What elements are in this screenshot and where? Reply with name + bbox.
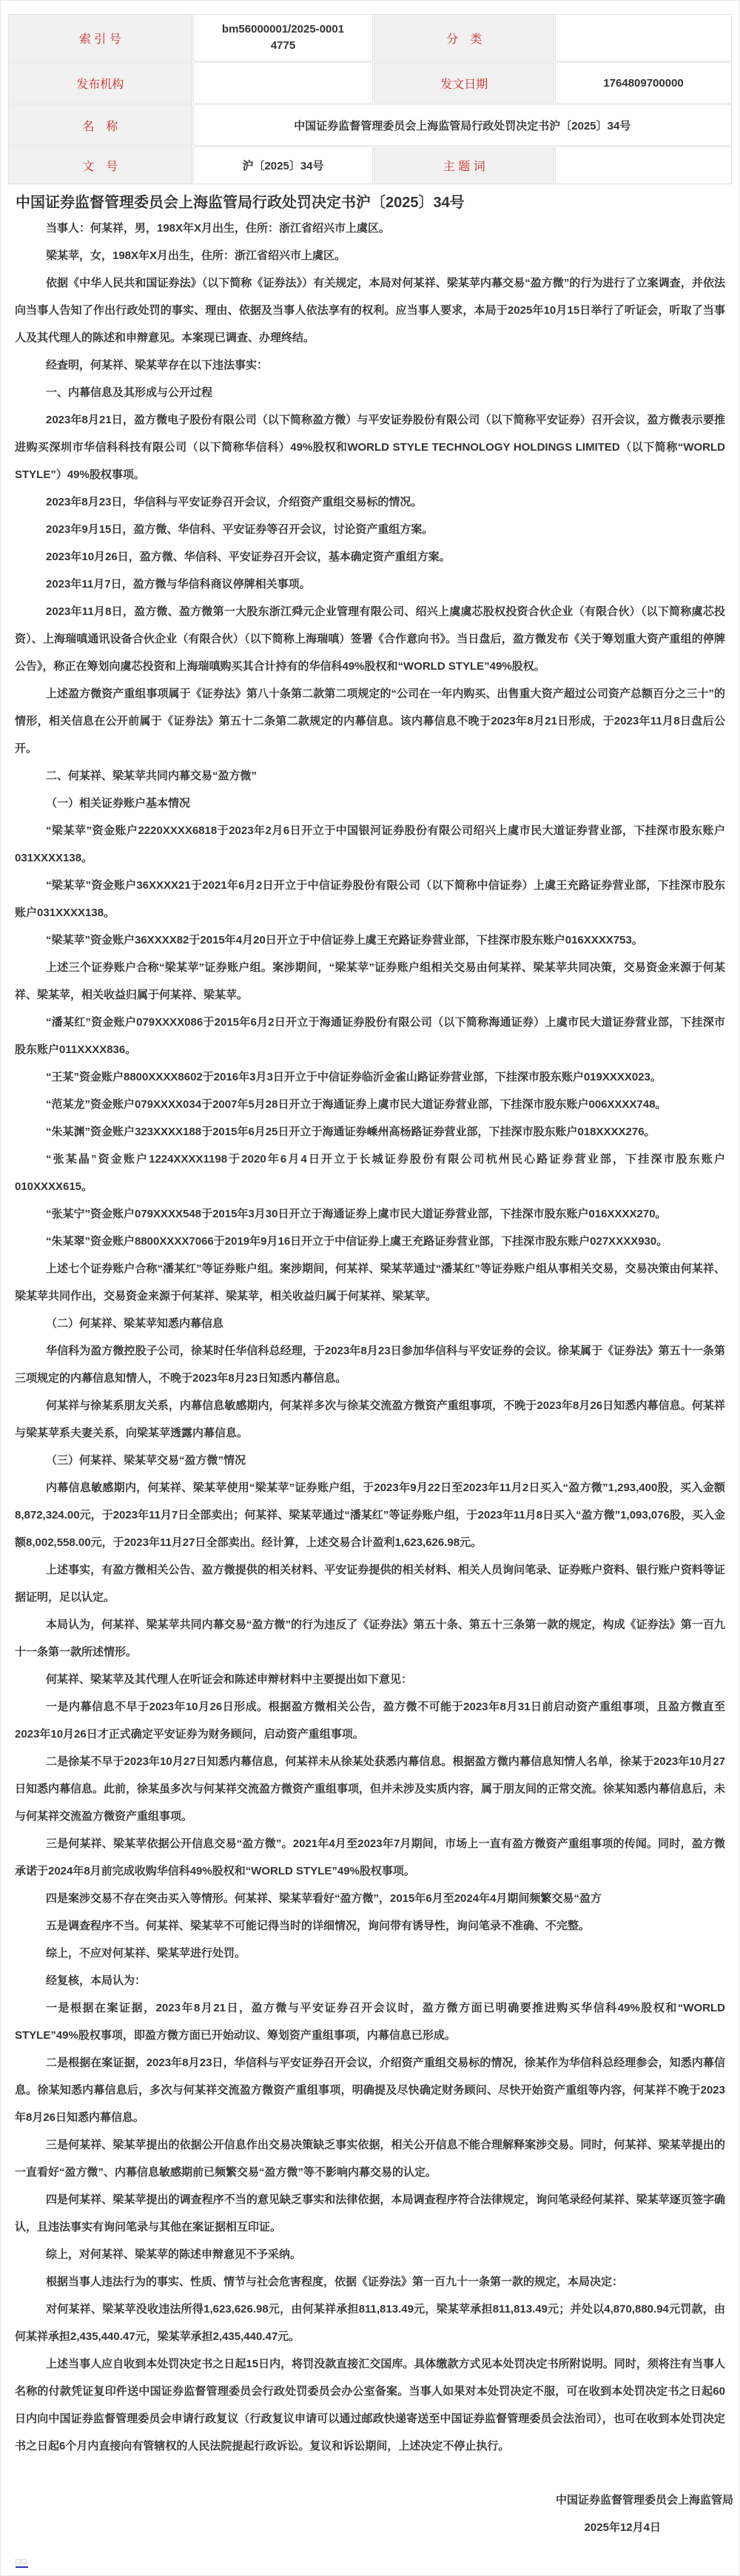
broken-glyph-link[interactable]: □□ <box>16 2557 29 2566</box>
meta-value-name: 中国证券监督管理委员会上海监管局行政处罚决定书沪〔2025〕34号 <box>193 104 732 146</box>
body-paragraph: 经复核，本局认为： <box>46 1974 147 1987</box>
meta-label-issue-date: 发文日期 <box>374 62 554 104</box>
body-paragraph: 何某祥、梁某苹及其代理人在听证会和陈述申辩材料中主要提出如下意见： <box>46 1673 413 1686</box>
body-paragraph: 对何某祥、梁某苹没收违法所得1,623,626.98元，由何某祥承担811,813.49元，梁某苹承担811,813.49元；并处以4,870,880.94元罚款，由何某祥承担2,435,440.47元，梁某苹承担2,435,440.47元。 <box>15 2303 725 2343</box>
body-paragraph: （三）何某祥、梁某苹交易“盈方微”情况 <box>46 1454 246 1467</box>
meta-value-agency <box>193 62 374 104</box>
body-paragraph: 上述当事人应自收到本处罚决定书之日起15日内，将罚没款直接汇交国库。具体缴款方式见本处罚决定书所附说明。同时，须将注有当事人名称的付款凭证复印件送中国证券监督管理委员会行政处罚委员会办公室备案。当事人如果对本处罚决定不服，可在收到本处罚决定书之日起60日内向中国证券监督管理委员会申请行政复议（行政复议申请可以通过邮政快递寄送至中国证券监督管理委员会法治司），也可在收到本处罚决定书之日起6个月内直接向有管辖权的人民法院提起行政诉讼。复议和诉讼期间，上述决定不停止执行。 <box>15 2358 725 2452</box>
document-title: 中国证券监督管理委员会上海监管局行政处罚决定书沪〔2025〕34号 <box>16 195 465 211</box>
body-paragraph: “潘某红”资金账户079XXXX086于2015年6月2日开立于海通证券股份有限公司（以下简称海通证券）上虞市民大道证券营业部，下挂深市股东账户011XXXX836。 <box>15 1016 725 1056</box>
body-paragraph: “朱某翠”资金账户8800XXXX7066于2019年9月16日开立于中信证券上虞王充路证券营业部，下挂深市股东账户027XXXX930。 <box>46 1235 668 1248</box>
body-paragraph: 二是根据在案证据，2023年8月23日，华信科与平安证券召开会议，介绍资产重组交易标的情况，徐某作为华信科总经理参会，知悉内幕信息。徐某知悉内幕信息后，多次与何某祥交流盈方微资产重组事项，明确提及尽快确定财务顾问、尽快开始资产重组等内容，何某祥不晚于2023年8月26日知悉内幕信息。 <box>15 2057 725 2124</box>
meta-row-docno-subject <box>8 147 732 184</box>
signature-block <box>1 2486 739 2541</box>
meta-table <box>7 13 733 185</box>
body-paragraph: 四是何某祥、梁某苹提出的调查程序不当的意见缺乏事实和法律依据，本局调查程序符合法律规定，询问笔录经何某祥、梁某苹逐页签字确认，且违法事实有询问笔录与其他在案证据相互印证。 <box>15 2193 725 2233</box>
body-paragraph: “梁某苹”资金账户36XXXX82于2015年4月20日开立于中信证券上虞王充路证券营业部，下挂深市股东账户016XXXX753。 <box>46 934 643 946</box>
meta-value-index <box>193 14 374 61</box>
meta-label-name: 名 称 <box>8 104 192 146</box>
body-paragraph: 何某祥与徐某系朋友关系，内幕信息敏感期内，何某祥多次与徐某交流盈方微资产重组事项，不晚于2023年8月26日知悉内幕信息。何某祥与梁某苹系夫妻关系，向梁某苹透露内幕信息。 <box>15 1399 725 1439</box>
meta-value-docno: 沪〔2025〕34号 <box>193 147 374 184</box>
body-paragraph: 2023年9月15日，盈方微、华信科、平安证券等召开会议，讨论资产重组方案。 <box>46 523 434 536</box>
body-paragraph: 华信科为盈方微控股子公司，徐某时任华信科总经理，于2023年8月23日参加华信科与平安证券的会议。徐某属于《证券法》第五十一条第三项规定的内幕信息知情人，不晚于2023年8月23日知悉内幕信息。 <box>15 1345 725 1385</box>
body-paragraph: 三是何某祥、梁某苹提出的依据公开信息作出交易决策缺乏事实依据，相关公开信息不能合理解释案涉交易。同时，何某祥、梁某苹提出的一直看好“盈方微”、内幕信息敏感期前已频繁交易“盈方微”等不影响内幕交易的认定。 <box>15 2139 725 2179</box>
meta-row-agency-date <box>8 62 732 104</box>
meta-row-index <box>8 14 732 61</box>
meta-row-name <box>8 104 732 146</box>
body-paragraph: （一）相关证券账户基本情况 <box>46 797 191 810</box>
body-paragraph: 2023年8月21日，盈方微电子股份有限公司（以下简称盈方微）与平安证券股份有限公司（以下简称平安证券）召开会议，盈方微表示要推进购买深圳市华信科科技有限公司（以下简称华信科）49%股权和WORLD STYLE TECHNOLOGY HOLDINGS LIMITED（以下简称“WORLD STYLE”）49%股权事项。 <box>15 414 725 481</box>
body-paragraph: 综上，不应对何某祥、梁某苹进行处罚。 <box>46 1947 246 1960</box>
meta-value-index-text: bm56000001/2025-00014775 <box>221 22 345 52</box>
meta-label-category: 分 类 <box>374 14 554 61</box>
body-paragraph: 当事人：何某祥，男，198X年X月出生，住所：浙江省绍兴市上虞区。 <box>46 222 391 235</box>
body-paragraph: 内幕信息敏感期内，何某祥、梁某苹使用“梁某苹”证券账户组，于2023年9月22日至2023年11月2日买入“盈方微”1,293,400股，买入金额8,872,324.00元，于2023年11月7日全部卖出；何某祥、梁某苹通过“潘某红”等证券账户组，于2023年11月8日买入“盈方微”1,093,076股，买入金额8,002,558.00元，于2023年11月27日全部卖出。经计算，上述交易合计盈利1,623,626.98元。 <box>15 1482 725 1549</box>
meta-label-docno: 文 号 <box>8 147 192 184</box>
meta-label-index: 索 引 号 <box>8 14 192 61</box>
meta-label-subject: 主 题 词 <box>374 147 554 184</box>
body-paragraph: （二）何某祥、梁某苹知悉内幕信息 <box>46 1317 224 1330</box>
body-paragraph: 上述盈方微资产重组事项属于《证券法》第八十条第二款第二项规定的“公司在一年内购买、出售重大资产超过公司资产总额百分之三十”的情形，相关信息在公开前属于《证券法》第五十二条第二款规定的内幕信息。该内幕信息不晚于2023年8月21日形成，于2023年11月8日盘后公开。 <box>15 687 725 755</box>
body-paragraph: 二是徐某不早于2023年10月27日知悉内幕信息，何某祥未从徐某处获悉内幕信息。根据盈方微内幕信息知情人名单，徐某于2023年10月27日知悉内幕信息。此前，徐某虽多次与何某祥交流盈方微资产重组事项，但并未涉及实质内容，属于朋友间的正常交流。徐某知悉内幕信息后，未与何某祥交流盈方微资产重组事项。 <box>15 1755 726 1823</box>
body-paragraph: 2023年11月8日，盈方微、盈方微第一大股东浙江舜元企业管理有限公司、绍兴上虞虞芯股权投资合伙企业（有限合伙）（以下简称虞芯投资）、上海瑞嗔通讯设备合伙企业（有限合伙）（以下简称上海瑞嗔）签署《合作意向书》。当日盘后，盈方微发布《关于筹划重大资产重组的停牌公告》，称正在筹划向虞芯投资和上海瑞嗔购买其合计持有的华信科49%股权和“WORLD STYLE”49%股权。 <box>15 605 725 673</box>
document-body <box>1 213 739 2460</box>
body-paragraph: “张某晶”资金账户1224XXXX1198于2020年6月4日开立于长城证券股份有限公司杭州民心路证券营业部，下挂深市股东账户010XXXX615。 <box>15 1153 725 1193</box>
meta-label-agency: 发布机构 <box>8 62 192 104</box>
body-paragraph: 综上，对何某祥、梁某苹的陈述申辩意见不予采纳。 <box>46 2248 302 2261</box>
body-paragraph: 依据《中华人民共和国证券法》（以下简称《证券法》）有关规定，本局对何某祥、梁某苹内幕交易“盈方微”的行为进行了立案调查，并依法向当事人告知了作出行政处罚的事实、理由、依据及当事人依法享有的权利。应当事人要求，本局于2025年10月15日举行了听证会，听取了当事人及其代理人的陈述和申辩意见。本案现已调查、办理终结。 <box>15 277 725 344</box>
body-paragraph: 2023年11月7日，盈方微与华信科商议停牌相关事项。 <box>46 578 311 591</box>
body-paragraph: 上述七个证券账户合称“潘某红”等证券账户组。案涉期间，何某祥、梁某苹通过“潘某红”等证券账户组从事相关交易，交易决策由何某祥、梁某苹共同作出，交易资金来源于何某祥、梁某苹，相关收益归属于何某祥、梁某苹。 <box>15 1262 725 1302</box>
signature-date: 2025年12月4日 <box>584 2521 661 2534</box>
body-paragraph: 经查明，何某祥、梁某苹存在以下违法事实： <box>46 359 269 371</box>
body-paragraph: 一是根据在案证据，2023年8月21日，盈方微与平安证券召开会议时，盈方微方面已明确要推进购买华信科49%股权和“WORLD STYLE”49%股权事项，即盈方微方面已开始动议、筹划资产重组事项，内幕信息已形成。 <box>15 2002 725 2042</box>
body-paragraph: 五是调查程序不当。何某祥、梁某苹不可能记得当时的详细情况，询问带有诱导性，询问笔录不准确、不完整。 <box>46 1920 591 1932</box>
meta-value-subject <box>555 147 732 184</box>
body-paragraph: 梁某苹，女，198X年X月出生，住所：浙江省绍兴市上虞区。 <box>46 249 346 262</box>
body-paragraph: 2023年10月26日，盈方微、华信科、平安证券召开会议，基本确定资产重组方案。 <box>46 551 451 563</box>
body-paragraph: “梁某苹”资金账户36XXXX21于2021年6月2日开立于中信证券股份有限公司（以下简称中信证券）上虞王充路证券营业部，下挂深市股东账户031XXXX138。 <box>15 879 725 919</box>
body-paragraph: 一是内幕信息不早于2023年10月26日形成。根据盈方微相关公告，盈方微不可能于2023年8月31日前启动资产重组事项，且盈方微直至2023年10月26日才正式确定平安证券为财务顾问，启动资产重组事项。 <box>15 1701 725 1741</box>
body-paragraph: 四是案涉交易不存在突击买入等情形。何某祥、梁某苹看好“盈方微”，2015年6月至2024年4月期间频繁交易“盈方 <box>46 1892 602 1905</box>
body-paragraph: 上述事实，有盈方微相关公告、盈方微提供的相关材料、平安证券提供的相关材料、相关人员询问笔录、证券账户资料、银行账户资料等证据证明，足以认定。 <box>15 1564 725 1604</box>
body-paragraph: 三是何某祥、梁某苹依据公开信息交易“盈方微”。2021年4月至2023年7月期间，市场上一直有盈方微资产重组事项的传闻。同时，盈方微承诺于2024年8月前完成收购华信科49%股权和“WORLD STYLE”49%股权事项。 <box>15 1837 725 1877</box>
signature-org: 中国证券监督管理委员会上海监管局 <box>555 2494 733 2506</box>
meta-value-issue-date: 1764809700000 <box>555 62 732 104</box>
body-paragraph: “朱某渊”资金账户323XXXX188于2015年6月25日开立于海通证券嵊州高杨路证券营业部，下挂深市股东账户018XXXX276。 <box>46 1126 656 1138</box>
body-paragraph: “张某宁”资金账户079XXXX548于2015年3月30日开立于海通证券上虞市民大道证券营业部，下挂深市股东账户016XXXX270。 <box>46 1208 667 1220</box>
body-paragraph: 一、内幕信息及其形成与公开过程 <box>46 386 213 399</box>
body-paragraph: 上述三个证券账户合称“梁某苹”证券账户组。案涉期间，“梁某苹”证券账户组相关交易由何某祥、梁某苹共同决策，交易资金来源于何某祥、梁某苹，相关收益归属于何某祥、梁某苹。 <box>15 961 725 1001</box>
body-paragraph: “范某龙”资金账户079XXXX034于2007年5月28日开立于海通证券上虞市民大道证券营业部，下挂深市股东账户006XXXX748。 <box>46 1098 667 1111</box>
body-paragraph: 根据当事人违法行为的事实、性质、情节与社会危害程度，依据《证券法》第一百九十一条第一款的规定，本局决定： <box>46 2276 624 2288</box>
body-paragraph: 二、何某祥、梁某苹共同内幕交易“盈方微” <box>46 770 258 782</box>
meta-value-category <box>555 14 732 61</box>
body-paragraph: “王某”资金账户8800XXXX8602于2016年3月3日开立于中信证券临沂金雀山路证券营业部，下挂深市股东账户019XXXX023。 <box>46 1071 662 1083</box>
body-paragraph: 本局认为，何某祥、梁某苹共同内幕交易“盈方微”的行为违反了《证券法》第五十条、第五十三条第一款的规定，构成《证券法》第一百九十一条第一款所述情形。 <box>15 1618 725 1658</box>
body-paragraph: “梁某苹”资金账户2220XXXX6818于2023年2月6日开立于中国银河证券股份有限公司绍兴上虞市民大道证券营业部，下挂深市股东账户031XXXX138。 <box>15 824 725 864</box>
body-paragraph: 2023年8月23日，华信科与平安证券召开会议，介绍资产重组交易标的情况。 <box>46 496 423 508</box>
